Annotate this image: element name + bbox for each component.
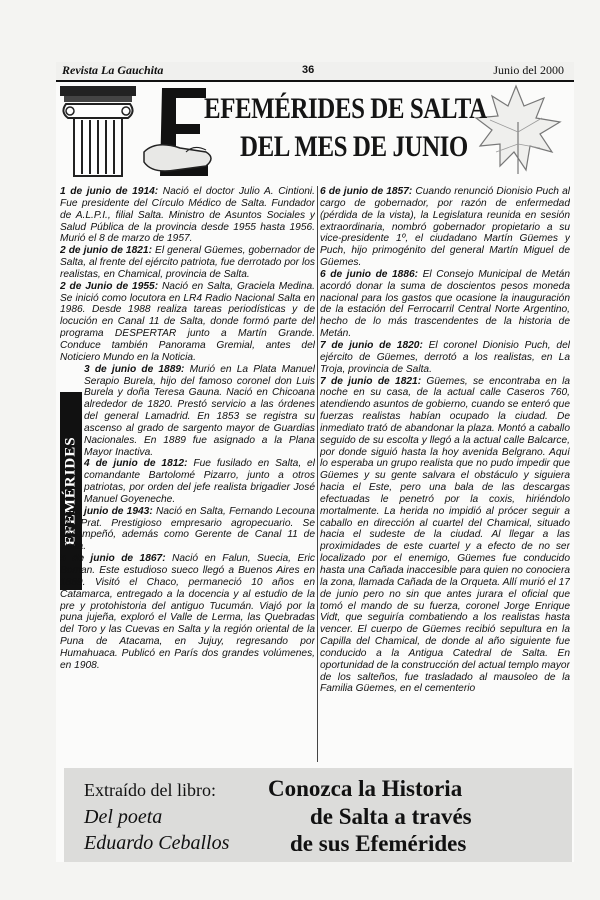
entry-text: El coronel Dionisio Puch, del ejército de Güemes, derrotó a los realistas, en La Troja, provincia de Salta. bbox=[320, 339, 570, 375]
column-icon bbox=[60, 86, 136, 176]
left-column bbox=[60, 186, 315, 766]
entry-text: El Consejo Municipal de Metán acordó donar la suma de doscientos pesos moneda nacional para los gastos que ocasione la inauguración de la estación del Ferrocarril Central Norte Argentino, hecho de lo más trascendentes de la historia de Metán. bbox=[320, 268, 570, 340]
book-title-line-2: de Salta a través bbox=[310, 804, 472, 829]
efemeride-entry bbox=[60, 186, 315, 245]
efemeride-entry bbox=[60, 506, 315, 553]
efemeride-entry bbox=[60, 458, 315, 505]
efemeride-entry bbox=[320, 376, 570, 696]
efemeride-entry bbox=[320, 269, 570, 340]
page-header-bar bbox=[56, 62, 574, 82]
poet-label: Del poeta bbox=[84, 806, 163, 828]
scroll-hand-icon bbox=[144, 145, 211, 171]
entry-text: Güemes, se encontraba en la noche en su casa, de la actual calle Caseros 760, atendiendo asuntos de gobierno, cuando se enteró que fuerzas realistas habían ocupado la ciudad. De inmediato trató de abandonar la plaza. Montó a caballo seguido de su escolta y llegó a la actual calle Balcarce, por donde siguió hasta la hoy avenida Belgrano. Aquí lo esperaba un grupo realista que no pudo impedir que Güemes y su gente salvara el obstáculo y siguiera hacia el Este, pero una bala de las descargas efectuadas le penetró por la coxis, hiriéndolo mortalmente. La herida no impidió al prócer seguir a caballo en dirección al cuartel del Chamical, situado hacia el sudeste de la ciudad. Al llegar a las proximidades de este cuartel y a efecto de no ser localizado por el enemigo, Güemes fue conducido hasta una Cañada inaccesible para quien no conociera la zona, llamada Cañada de la Orqueta. Allí murió el 17 de junio pero no sin que antes jurara el oficial que tomó el mando de su fuerza, coronel Jorge Enrique Vidt, que seguiría combatiendo a los realistas hasta vencer. El cuerpo de Güemes recibió sepultura en la Capilla del Chamical, de donde al año siguiente fue conducido a la Antigua Catedral de Salta. En oportunidad de la construcción del actual templo mayor de los salteños, fue trasladado al mausoleo de la Familia Güemes, en el cementerio bbox=[320, 375, 570, 695]
title-line-1: EFEMÉRIDES DE SALTA bbox=[204, 92, 487, 125]
efemeride-entry bbox=[60, 553, 315, 671]
efemeride-entry bbox=[60, 281, 315, 364]
book-title-line-3: de sus Efemérides bbox=[290, 831, 467, 856]
right-column bbox=[320, 186, 570, 766]
entry-text: Nació en Salta, Fernando Lecouna de Prat. Prestigioso empresario agropecuario. Se desempeñó, además como Gerente de Canal 11 de Salta. bbox=[60, 505, 315, 553]
entry-text: Cuando renunció Dionisio Puch al cargo de gobernador, por razón de enfermedad (pérdida de la vista), la Legislatura reunida en sesión extraordinaria, nombró gobernador propietario a su vice-presidente 1º, el ciudadano Martín Güemes y Puch, hijo primogénito del general Martín Miguel de Güemes. bbox=[320, 186, 570, 269]
efemeride-entry bbox=[60, 364, 315, 459]
leaf-icon bbox=[476, 86, 560, 174]
efemeride-entry bbox=[320, 186, 570, 269]
author-name: Eduardo Ceballos bbox=[84, 832, 230, 854]
entry-date: 7 de junio de 1821: bbox=[320, 375, 422, 387]
entry-date: 2 de junio de 1821: bbox=[60, 245, 152, 257]
entry-text: El general Güemes, gobernador de Salta, al frente del ejército patriota, fue derrotado por los realistas, en Chamical, provincia de Salta. bbox=[60, 245, 315, 280]
book-label: Extraído del libro: bbox=[84, 780, 216, 800]
entry-date: 4 de junio de 1812: bbox=[84, 458, 188, 470]
book-title-line-1: Conozca la Historia bbox=[268, 776, 463, 801]
entry-text: Nació en Falun, Suecia, Eric Boman. Este estudioso sueco llegó a Buenos Aires en 1889. Visitó el Chaco, permaneció 10 años en Catamarca, entregado a la docencia y al estudio de la pre y protohistoria del antiguo Tucumán. Viajó por la puna jujeña, exploró el Valle de Lerma, las Quebradas del Toro y las Cuevas en Salta y la región oriental de la Puna de Atacama, en Jujuy, regresando por Humahuaca. Publicó en París dos grandes volúmenes, en 1908. bbox=[60, 553, 315, 671]
entry-date: 1 de junio de 1914: bbox=[60, 186, 159, 197]
article-title-block bbox=[56, 82, 574, 182]
efemeride-entry bbox=[320, 340, 570, 376]
side-tab-label: EFEMÉRIDES bbox=[62, 436, 79, 546]
entry-date: 5 de junio de 1867: bbox=[60, 553, 166, 565]
entry-date: 3 de junio de 1889: bbox=[84, 363, 185, 375]
efemeride-entry bbox=[60, 245, 315, 281]
issue-date: Junio del 2000 bbox=[493, 63, 564, 77]
page-number: 36 bbox=[302, 64, 315, 76]
entry-text: Nació en Salta, Graciela Medina. Se inició como locutora en LR4 Radio Nacional Salta en 1986. Desde 1988 realiza tareas periodísticas y de locución en Canal 11 de Salta, donde formó parte del programa DESPERTAR junto a Martín Grande. Conduce también Panorama Gremial, antes del Noticiero Mundo en la Noticia. bbox=[60, 280, 315, 363]
entry-date: 2 de Junio de 1955: bbox=[60, 280, 159, 292]
entry-text: Fue fusilado en Salta, el comandante Bartolomé Pizarro, junto a otros patriotas, por orden del jefe realista brigadier José Manuel Goyeneche. bbox=[84, 458, 315, 505]
column-divider bbox=[317, 186, 318, 762]
book-promo-box bbox=[64, 768, 572, 862]
entry-date: 4 de junio de 1943: bbox=[60, 505, 153, 517]
entry-date: 7 de junio de 1820: bbox=[320, 339, 423, 351]
magazine-page bbox=[56, 62, 574, 862]
title-line-2: DEL MES DE JUNIO bbox=[240, 130, 468, 163]
entry-text: Murió en La Plata Manuel Serapio Burela, hijo del famoso coronel don Luis Burela y doña Teresa Gauna. Nació en Chicoana alrededor de 1820. Prestó servicio a las órdenes del general Lamadrid. En 1853 se registra su ascenso al grado de sargento mayor de Guardias Nacionales. En 1889 fue asignado a la Plana Mayor Inactiva. bbox=[84, 363, 315, 458]
magazine-name: Revista La Gauchita bbox=[62, 63, 164, 77]
entry-text: Nació el doctor Julio A. Cintioni. Fue presidente del Círculo Médico de Salta. Fundador de A.L.P.I., filial Salta. Ministro de Asuntos Sociales y Salud Pública de la provincia desde 1955 hasta 1956. Murió el 8 de marzo de 1957. bbox=[60, 186, 315, 245]
entry-date: 6 de junio de 1886: bbox=[320, 268, 419, 280]
entry-date: 6 de junio de 1857: bbox=[320, 186, 413, 197]
